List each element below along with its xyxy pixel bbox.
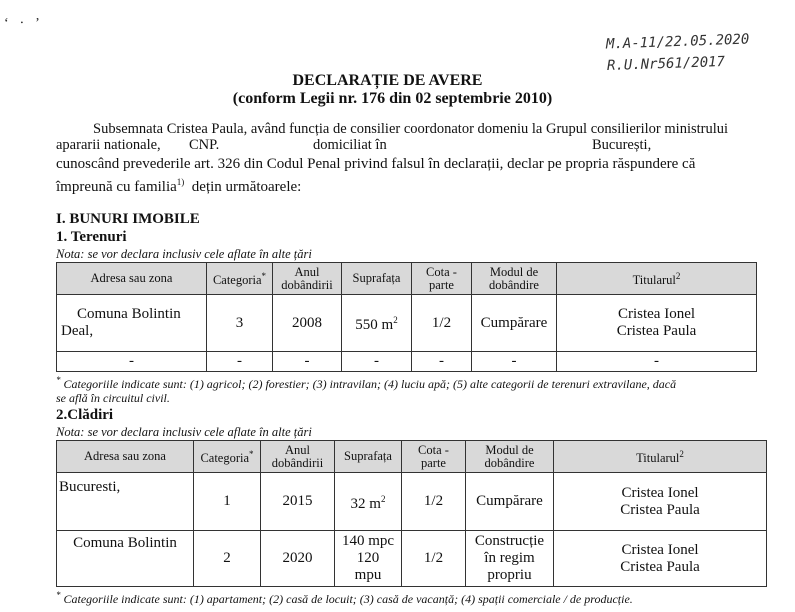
subsection-heading-land: 1. Terenuri (56, 229, 127, 245)
col-surface: Suprafața (335, 441, 402, 473)
land-surface: 550 $m^2$ (342, 295, 412, 352)
registration-stamp-line2: R.U.Nr561/2017 (606, 53, 726, 75)
intro-line3: cunoscând prevederile art. 326 din Codul Penal privind falsul în declarații, declar pe propria răspundere că (56, 156, 696, 172)
building-mode: Construcție în regim propriu (466, 531, 554, 587)
empty-cell: - (207, 352, 273, 372)
empty-cell: - (412, 352, 472, 372)
registration-stamp-line1: M.A-11/22.05.2020 (605, 31, 750, 53)
intro-line2-c: domiciliat în (313, 137, 387, 153)
intro-line1: Subsemnata Cristea Paula, având funcția de consilier coordonator domeniu la Grupul consilierilor ministrului (93, 121, 729, 137)
col-owner: Titularul$^2$ (554, 441, 767, 473)
col-category: Categoria* (207, 263, 273, 295)
building-quota: 1/2 (402, 531, 466, 587)
col-quota: Cota - parte (412, 263, 472, 295)
buildings-table (56, 440, 767, 587)
land-table-header (57, 263, 757, 295)
intro-line4-b: dețin următoarele: (191, 179, 302, 195)
building-quota: 1/2 (402, 473, 466, 531)
table-row-empty (57, 352, 757, 372)
intro-line2-b: CNP. (189, 137, 220, 153)
land-note: Nota: se vor declara inclusiv cele aflate în alte țări (56, 247, 312, 261)
empty-cell: - (273, 352, 342, 372)
building-surface: 32 $m^2$ (335, 473, 402, 531)
building-address: Comuna Bolintin (57, 531, 194, 587)
building-address: Bucuresti, (57, 473, 194, 531)
document-subtitle: (conform Legii nr. 176 din 02 septembrie 2010) (232, 90, 553, 107)
intro-line2-a: apararii nationale, (56, 137, 161, 153)
table-row (57, 531, 767, 587)
col-year: Anul dobândirii (273, 263, 342, 295)
intro-line4-a: împreună cu familia (56, 179, 177, 195)
section-heading-real-estate: I. BUNURI IMOBILE (56, 211, 200, 227)
document-title: DECLARAȚIE DE AVERE (292, 72, 483, 89)
corner-mark: ‘ ∙ ’ (4, 16, 44, 31)
empty-cell: - (472, 352, 557, 372)
land-mode: Cumpărare (472, 295, 557, 352)
buildings-table-header (57, 441, 767, 473)
subsection-heading-buildings: 2.Clădiri (56, 407, 114, 423)
land-owner: Cristea Ionel Cristea Paula (557, 295, 757, 352)
land-address: Comuna Bolintin Deal, (57, 295, 207, 352)
buildings-note: Nota: se vor declara inclusiv cele aflate în alte țări (56, 425, 312, 439)
land-table (56, 262, 757, 372)
empty-cell: - (342, 352, 412, 372)
intro-line4 (56, 174, 301, 196)
col-address: Adresa sau zona (57, 441, 194, 473)
empty-cell: - (557, 352, 757, 372)
building-category: 2 (194, 531, 261, 587)
col-mode: Modul de dobândire (466, 441, 554, 473)
land-quota: 1/2 (412, 295, 472, 352)
land-category: 3 (207, 295, 273, 352)
building-surface: 140 mpc 120 mpu (335, 531, 402, 587)
buildings-footnote: * Categoriile indicate sunt: (1) apartament; (2) casă de locuit; (3) casă de vacanță; (4) spații comerciale / de producție. (56, 590, 633, 606)
col-mode: Modul de dobândire (472, 263, 557, 295)
footnote-ref: 1) (176, 177, 185, 187)
table-row (57, 295, 757, 352)
col-quota: Cota - parte (402, 441, 466, 473)
empty-cell: - (57, 352, 207, 372)
building-mode: Cumpărare (466, 473, 554, 531)
col-address: Adresa sau zona (57, 263, 207, 295)
table-row (57, 473, 767, 531)
intro-line2-d: București, (592, 137, 652, 153)
building-owner: Cristea Ionel Cristea Paula (554, 473, 767, 531)
col-year: Anul dobândirii (261, 441, 335, 473)
col-owner: Titularul$^2$ (557, 263, 757, 295)
col-surface: Suprafața (342, 263, 412, 295)
building-year: 2015 (261, 473, 335, 531)
building-owner: Cristea Ionel Cristea Paula (554, 531, 767, 587)
building-year: 2020 (261, 531, 335, 587)
col-category: Categoria* (194, 441, 261, 473)
building-category: 1 (194, 473, 261, 531)
land-footnote: * Categoriile indicate sunt: (1) agricol; (2) forestier; (3) intravilan; (4) luciu apă; (5) alte categorii de terenuri extravilane, dacă se află în circuitul civil. (56, 375, 677, 405)
land-year: 2008 (273, 295, 342, 352)
